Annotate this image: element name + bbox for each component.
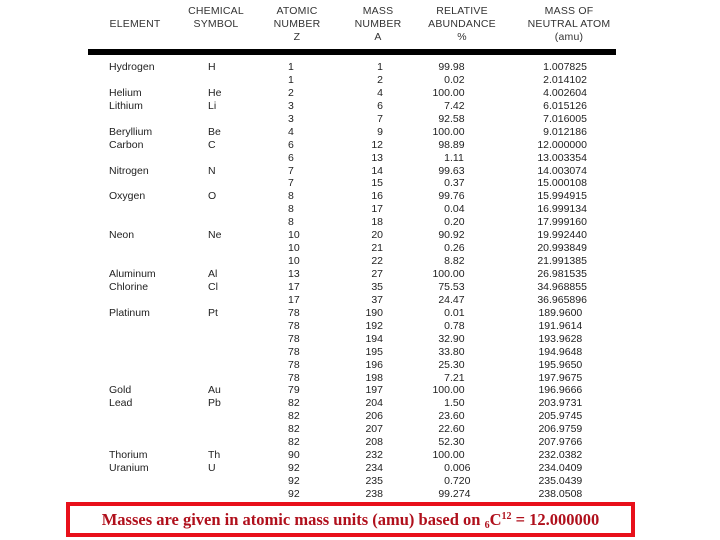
atomic-number: 2 (288, 86, 294, 99)
mass-number: 195 (365, 345, 383, 358)
footer-value: = 12.000000 (511, 510, 600, 529)
relative-abundance: 100.00 (432, 86, 465, 99)
column-header-line: Z (293, 31, 301, 43)
neutral-atom-mass: 36.965896 (537, 293, 587, 306)
element-name: Helium (109, 86, 142, 99)
chemical-symbol: H (208, 61, 216, 73)
table-row (0, 333, 720, 346)
table-row (0, 462, 720, 475)
table-row (0, 410, 720, 423)
mass-number: 1 (377, 61, 383, 73)
neutral-atom-mass: 9.012186 (543, 125, 587, 138)
relative-abundance: 100.00 (432, 384, 465, 397)
atomic-number: 6 (288, 151, 294, 164)
column-header-line: NEUTRAL ATOM (527, 18, 611, 30)
atomic-number: 17 (288, 280, 300, 293)
table-row (0, 436, 720, 449)
column-header-abundance (428, 5, 496, 44)
neutral-atom-mass: 4.002604 (543, 86, 587, 99)
atomic-number: 17 (288, 293, 300, 306)
atomic-number: 78 (288, 371, 300, 384)
relative-abundance: 100.00 (432, 268, 465, 280)
atomic-number: 10 (288, 242, 300, 255)
element-name: Chlorine (109, 280, 149, 293)
atomic-number: 1 (288, 73, 294, 86)
relative-abundance: 7.42 (444, 99, 465, 112)
neutral-atom-mass: 206.9759 (538, 423, 583, 436)
footer-symbol: C (489, 510, 502, 529)
chemical-symbol: C (208, 138, 216, 151)
neutral-atom-mass: 195.9650 (538, 358, 583, 371)
table-row (0, 126, 720, 139)
relative-abundance: 100.00 (432, 449, 465, 462)
column-header-line (188, 31, 244, 44)
element-name: Uranium (109, 462, 149, 475)
neutral-atom-mass: 189.9600 (538, 306, 583, 319)
relative-abundance: 7.21 (444, 371, 465, 384)
table-row (0, 87, 720, 100)
column-header-line: ATOMIC (276, 5, 318, 17)
relative-abundance: 0.37 (444, 177, 465, 190)
column-header-line: ABUNDANCE (428, 18, 496, 30)
neutral-atom-mass: 20.993849 (537, 242, 587, 255)
column-header-line: SYMBOL (193, 18, 239, 30)
atomic-number: 3 (288, 99, 294, 112)
relative-abundance: 8.82 (444, 255, 465, 268)
element-name: Aluminum (109, 268, 156, 280)
mass-number: 9 (377, 125, 383, 138)
mass-number: 234 (365, 462, 383, 475)
relative-abundance: 0.02 (444, 73, 465, 86)
table-row (0, 268, 720, 281)
table-row (0, 307, 720, 320)
table-row (0, 423, 720, 436)
neutral-atom-mass: 235.0439 (538, 475, 583, 487)
relative-abundance: 1.11 (444, 151, 464, 164)
table-row (0, 488, 720, 501)
neutral-atom-mass: 2.014102 (543, 73, 587, 86)
column-header-line: NUMBER (273, 18, 321, 30)
neutral-atom-mass: 16.999134 (537, 203, 587, 216)
relative-abundance: 1.50 (444, 397, 465, 410)
neutral-atom-mass: 193.9628 (538, 332, 583, 345)
column-header-line: A (374, 31, 382, 43)
atomic-number: 6 (288, 138, 294, 151)
atomic-number: 78 (288, 345, 300, 358)
column-header-symbol (188, 5, 244, 44)
column-header-line: CHEMICAL (188, 5, 244, 17)
mass-number: 206 (365, 410, 383, 423)
mass-number: 6 (377, 99, 383, 112)
atomic-number: 3 (288, 112, 294, 125)
table-row (0, 475, 720, 488)
relative-abundance: 0.01 (444, 306, 465, 319)
mass-number: 194 (365, 332, 383, 345)
atomic-number: 78 (288, 306, 300, 319)
neutral-atom-mass: 17.999160 (537, 216, 587, 229)
element-name: Lithium (109, 99, 143, 112)
atomic-number: 82 (288, 436, 300, 449)
table-row (0, 216, 720, 229)
table-row (0, 449, 720, 462)
column-header-atomic-number (274, 5, 321, 44)
atomic-number: 92 (288, 462, 300, 475)
mass-number: 190 (365, 306, 383, 319)
column-header-line: ELEMENT (109, 18, 161, 30)
footer-subscript: 6 (484, 520, 490, 531)
column-header-mass (528, 5, 611, 44)
neutral-atom-mass: 12.000000 (537, 138, 587, 151)
relative-abundance: 75.53 (438, 280, 465, 293)
neutral-atom-mass: 191.9614 (538, 319, 583, 332)
table-row (0, 113, 720, 126)
chemical-symbol: Be (208, 125, 221, 138)
header-divider (88, 49, 616, 55)
atomic-number: 90 (288, 449, 300, 462)
neutral-atom-mass: 207.9766 (538, 436, 583, 449)
chemical-symbol: Th (208, 449, 221, 462)
footer-note (66, 502, 635, 537)
chemical-symbol: He (208, 86, 222, 99)
table-row (0, 359, 720, 372)
column-header-mass-number (355, 5, 402, 44)
mass-number: 18 (371, 216, 383, 229)
chemical-symbol: Cl (208, 280, 218, 293)
table-row (0, 229, 720, 242)
table-row (0, 61, 720, 74)
relative-abundance: 0.720 (444, 475, 471, 487)
neutral-atom-mass: 15.994915 (537, 190, 587, 203)
neutral-atom-mass: 1.007825 (543, 61, 587, 73)
relative-abundance: 0.04 (444, 203, 465, 216)
neutral-atom-mass: 13.003354 (537, 151, 587, 164)
atomic-number: 8 (288, 203, 294, 216)
element-name: Thorium (109, 449, 148, 462)
mass-number: 22 (371, 255, 383, 268)
element-name: Carbon (109, 138, 144, 151)
table-row (0, 74, 720, 87)
relative-abundance: 100.00 (432, 125, 465, 138)
mass-number: 238 (365, 487, 383, 500)
mass-number: 27 (371, 268, 383, 280)
table-row (0, 294, 720, 307)
atomic-number: 79 (288, 384, 300, 397)
table-row (0, 242, 720, 255)
element-name: Gold (109, 384, 132, 397)
chemical-symbol: U (208, 462, 216, 475)
column-header-element (110, 5, 161, 44)
mass-number: 207 (365, 423, 383, 436)
mass-number: 13 (371, 151, 383, 164)
footer-superscript: 12 (501, 511, 512, 522)
chemical-symbol: Li (208, 99, 217, 112)
relative-abundance: 99.76 (438, 190, 465, 203)
mass-number: 20 (371, 229, 383, 242)
neutral-atom-mass: 196.9666 (538, 384, 583, 397)
atomic-number: 8 (288, 216, 294, 229)
relative-abundance: 24.47 (438, 293, 465, 306)
element-name: Platinum (109, 306, 150, 319)
element-name: Beryllium (109, 125, 153, 138)
relative-abundance: 99.274 (438, 487, 471, 500)
mass-number: 196 (365, 358, 383, 371)
table-row (0, 152, 720, 165)
neutral-atom-mass: 203.9731 (538, 397, 583, 410)
atomic-number: 82 (288, 410, 300, 423)
neutral-atom-mass: 232.0382 (538, 449, 583, 462)
neutral-atom-mass: 19.992440 (537, 229, 587, 242)
atomic-number: 13 (288, 268, 300, 280)
mass-number: 2 (377, 73, 383, 86)
column-header-line: MASS OF (544, 5, 594, 17)
relative-abundance: 92.58 (438, 112, 465, 125)
element-name: Lead (109, 397, 133, 410)
footer-text: Masses are given in atomic mass units (amu) based on (101, 510, 485, 529)
neutral-atom-mass: 234.0409 (538, 462, 583, 475)
relative-abundance: 52.30 (438, 436, 465, 449)
mass-number: 204 (365, 397, 383, 410)
mass-number: 7 (377, 112, 383, 125)
table-row (0, 139, 720, 152)
atomic-number: 1 (288, 61, 294, 73)
mass-number: 232 (365, 449, 383, 462)
element-name: Hydrogen (109, 61, 155, 73)
mass-number: 4 (377, 86, 383, 99)
neutral-atom-mass: 21.991385 (537, 255, 587, 268)
neutral-atom-mass: 238.0508 (538, 487, 583, 500)
column-header-line: (amu) (554, 31, 584, 43)
atomic-number: 10 (288, 255, 300, 268)
relative-abundance: 25.30 (438, 358, 465, 371)
relative-abundance: 0.78 (444, 319, 465, 332)
chemical-symbol: Pt (208, 306, 218, 319)
table-row (0, 190, 720, 203)
atomic-number: 78 (288, 332, 300, 345)
mass-number: 12 (371, 138, 383, 151)
atomic-number: 7 (288, 177, 294, 190)
table-row (0, 203, 720, 216)
table-row (0, 346, 720, 359)
table-row (0, 255, 720, 268)
neutral-atom-mass: 14.003074 (537, 164, 587, 177)
atomic-number: 8 (288, 190, 294, 203)
mass-number: 37 (371, 293, 383, 306)
chemical-symbol: N (208, 164, 216, 177)
column-header-line: % (457, 31, 467, 43)
neutral-atom-mass: 197.9675 (538, 371, 583, 384)
relative-abundance: 0.006 (444, 462, 471, 475)
column-header-line (110, 31, 161, 44)
column-header-line: RELATIVE (436, 5, 488, 17)
neutral-atom-mass: 7.016005 (543, 112, 587, 125)
atomic-number: 82 (288, 423, 300, 436)
atomic-number: 82 (288, 397, 300, 410)
relative-abundance: 0.26 (444, 242, 465, 255)
chemical-symbol: Pb (208, 397, 221, 410)
column-header-line: MASS (362, 5, 394, 17)
column-header-line: NUMBER (354, 18, 402, 30)
neutral-atom-mass: 194.9648 (538, 345, 583, 358)
table-row (0, 177, 720, 190)
relative-abundance: 0.20 (444, 216, 465, 229)
table-row (0, 397, 720, 410)
chemical-symbol: O (208, 190, 217, 203)
table-row (0, 384, 720, 397)
neutral-atom-mass: 205.9745 (538, 410, 583, 423)
element-name: Nitrogen (109, 164, 149, 177)
mass-number: 35 (371, 280, 383, 293)
mass-number: 15 (371, 177, 383, 190)
relative-abundance: 32.90 (438, 332, 465, 345)
neutral-atom-mass: 34.968855 (537, 280, 587, 293)
atomic-number: 92 (288, 487, 300, 500)
relative-abundance: 90.92 (438, 229, 465, 242)
atomic-number: 92 (288, 475, 300, 487)
mass-number: 235 (365, 475, 383, 487)
atomic-number: 7 (288, 164, 294, 177)
relative-abundance: 99.63 (438, 164, 465, 177)
table-row (0, 281, 720, 294)
mass-number: 208 (365, 436, 383, 449)
atomic-number: 78 (288, 319, 300, 332)
mass-number: 198 (365, 371, 383, 384)
column-header-line (110, 5, 161, 18)
mass-number: 17 (371, 203, 383, 216)
neutral-atom-mass: 15.000108 (537, 177, 587, 190)
mass-number: 197 (365, 384, 383, 397)
relative-abundance: 98.89 (438, 138, 465, 151)
chemical-symbol: Ne (208, 229, 222, 242)
neutral-atom-mass: 26.981535 (537, 268, 587, 280)
chemical-symbol: Al (208, 268, 218, 280)
table-row (0, 100, 720, 113)
mass-number: 16 (371, 190, 383, 203)
relative-abundance: 23.60 (438, 410, 465, 423)
atomic-number: 10 (288, 229, 300, 242)
atomic-number: 78 (288, 358, 300, 371)
element-name: Oxygen (109, 190, 146, 203)
mass-number: 192 (365, 319, 383, 332)
atomic-number: 4 (288, 125, 294, 138)
relative-abundance: 99.98 (438, 61, 465, 73)
element-name: Neon (109, 229, 135, 242)
relative-abundance: 22.60 (438, 423, 465, 436)
isotope-table-body (0, 61, 720, 501)
relative-abundance: 33.80 (438, 345, 465, 358)
table-row (0, 165, 720, 178)
mass-number: 14 (371, 164, 383, 177)
table-row (0, 320, 720, 333)
chemical-symbol: Au (208, 384, 221, 397)
mass-number: 21 (371, 242, 383, 255)
table-row (0, 372, 720, 385)
neutral-atom-mass: 6.015126 (543, 99, 587, 112)
